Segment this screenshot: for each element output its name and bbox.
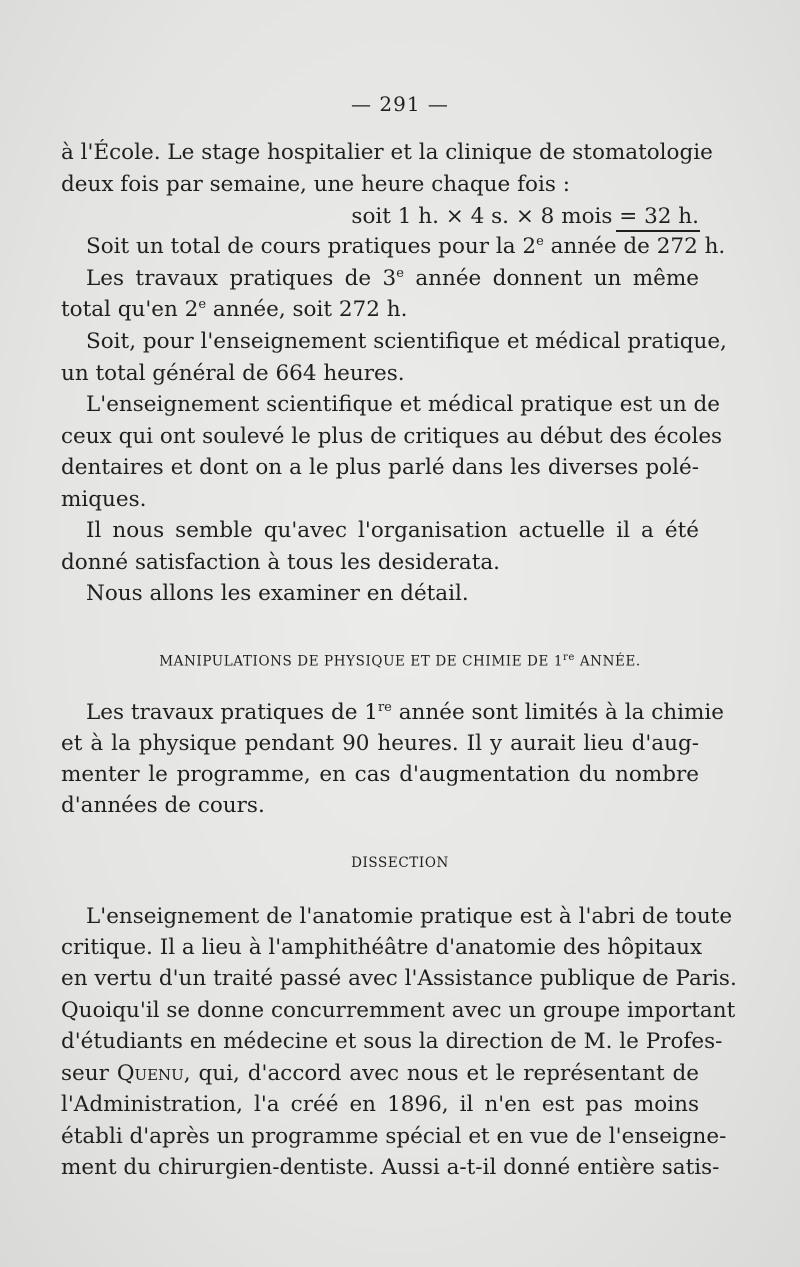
text-line: miques. (61, 487, 147, 512)
text-line: donné satisfaction à tous les desiderata. (61, 550, 501, 575)
text-line: d'étudiants en médecine et sous la direction de M. le Profes- (61, 1029, 723, 1054)
text-line: Les travaux pratiques de 3e année donnent un même (86, 265, 700, 291)
calculation-line: soit 1 h. × 4 s. × 8 mois = 32 h. (351, 204, 699, 229)
page-number: — 291 — (351, 92, 449, 116)
text-line: Quoiqu'il se donne concurremment avec un groupe important (61, 998, 736, 1023)
text-line: Soit, pour l'enseignement scientifique et médical pratique, (86, 329, 727, 354)
section-heading-dissection: DISSECTION (351, 855, 449, 871)
text-line: et à la physique pendant 90 heures. Il y aurait lieu d'aug- (61, 731, 699, 756)
text-line: L'enseignement de l'anatomie pratique est à l'abri de toute (86, 904, 733, 929)
section-heading-physique-chimie: MANIPULATIONS DE PHYSIQUE ET DE CHIMIE DE 1re ANNÉE. (159, 652, 641, 670)
text-line: en vertu d'un traité passé avec l'Assistance publique de Paris. (61, 966, 737, 991)
text-line: d'années de cours. (61, 793, 265, 818)
text-line: deux fois par semaine, une heure chaque fois : (61, 172, 570, 197)
text-line: l'Administration, l'a créé en 1896, il n'en est pas moins (61, 1092, 699, 1117)
text-line: Il nous semble qu'avec l'organisation actuelle il a été (86, 518, 699, 543)
text-line: Les travaux pratiques de 1re année sont limités à la chimie (86, 699, 724, 725)
text-line: ment du chirurgien-dentiste. Aussi a-t-il donné entière satis- (61, 1155, 720, 1180)
text-line: ceux qui ont soulevé le plus de critiques au début des écoles (61, 424, 723, 449)
text-line: menter le programme, en cas d'augmentation du nombre (61, 762, 699, 787)
text-line: total qu'en 2e année, soit 272 h. (61, 296, 408, 322)
text-line: un total général de 664 heures. (61, 361, 405, 386)
text-line: seur Quenu, qui, d'accord avec nous et le représentant de (61, 1061, 700, 1086)
text-line: à l'École. Le stage hospitalier et la clinique de stomatologie (61, 140, 713, 165)
text-line: Soit un total de cours pratiques pour la 2e année de 272 h. (86, 233, 726, 259)
text-line: Nous allons les examiner en détail. (86, 581, 469, 606)
author-name: Quenu (116, 1061, 184, 1086)
text-line: critique. Il a lieu à l'amphithéâtre d'anatomie des hôpitaux (61, 935, 703, 960)
text-line: dentaires et dont on a le plus parlé dans les diverses polé- (61, 455, 699, 480)
text-line: L'enseignement scientifique et médical pratique est un de (86, 392, 721, 417)
text-line: établi d'après un programme spécial et en vue de l'enseigne- (61, 1124, 727, 1149)
